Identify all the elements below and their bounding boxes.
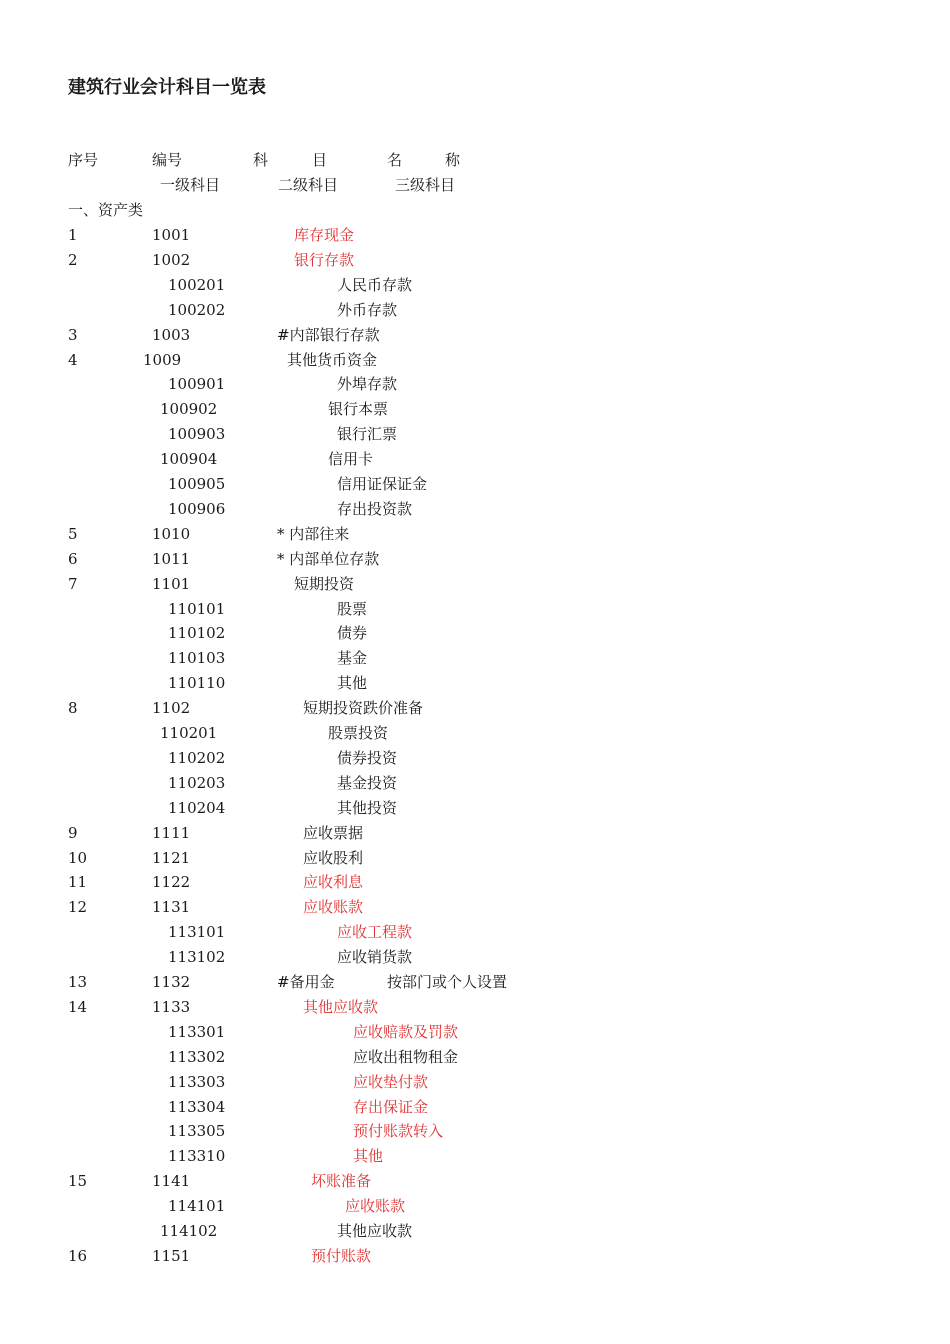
row-code: 1111 <box>152 823 191 842</box>
row-code: 1122 <box>152 873 191 892</box>
row-account-name: 其他应收款 <box>303 997 379 1016</box>
row-account-name: 其他 <box>353 1147 384 1166</box>
row-code: 113310 <box>168 1147 226 1166</box>
row-code: 1151 <box>152 1246 191 1265</box>
row-account-name: 银行本票 <box>328 400 389 419</box>
row-code: 1002 <box>152 250 191 269</box>
row-code: 114102 <box>160 1222 218 1240</box>
row-account-name: 信用证保证金 <box>337 475 428 493</box>
row-account-name: 其他应收款 <box>337 1222 413 1240</box>
row-account-name: 应收账款 <box>345 1197 406 1216</box>
row-account-name: 应收出租物租金 <box>353 1047 459 1066</box>
row-account-name: 应收利息 <box>303 873 364 892</box>
row-account-name: 应收票据 <box>303 823 364 842</box>
row-account-name: #备用金 <box>277 973 335 991</box>
row-account-name: 其他货币资金 <box>287 350 378 369</box>
row-code: 113102 <box>168 948 226 967</box>
row-seq: 10 <box>68 848 88 867</box>
row-account-name: 存出投资款 <box>337 499 413 518</box>
row-code: 110110 <box>168 674 226 693</box>
row-seq: 4 <box>68 350 78 369</box>
row-account-name: #内部银行存款 <box>277 325 380 344</box>
row-seq: 14 <box>68 997 88 1016</box>
row-account-name: 预付账款 <box>311 1246 372 1265</box>
row-account-name: 外币存款 <box>337 300 398 319</box>
row-account-name: 银行存款 <box>294 250 355 269</box>
row-account-name: 其他投资 <box>337 798 398 817</box>
row-code: 110204 <box>168 798 226 817</box>
row-account-name: 股票 <box>337 599 368 618</box>
row-account-name: 外埠存款 <box>337 375 398 394</box>
row-code: 113305 <box>168 1122 226 1141</box>
row-seq: 7 <box>68 574 78 593</box>
header-level-1: 一级科目 <box>160 176 221 194</box>
row-code: 113303 <box>168 1072 226 1091</box>
row-code: 1141 <box>152 1172 191 1191</box>
row-account-name: * 内部往来 <box>277 524 350 543</box>
row-account-name: 坏账准备 <box>311 1172 372 1191</box>
row-seq: 6 <box>68 549 78 568</box>
row-account-name: 短期投资 <box>294 574 355 593</box>
row-code: 1133 <box>152 997 191 1016</box>
header-level-2: 二级科目 <box>278 176 339 194</box>
row-seq: 3 <box>68 325 78 344</box>
row-code: 1131 <box>152 898 191 917</box>
row-account-name: 存出保证金 <box>353 1097 429 1116</box>
row-code: 114101 <box>168 1197 226 1216</box>
row-seq: 15 <box>68 1172 88 1191</box>
row-code: 1010 <box>152 524 191 543</box>
row-seq: 2 <box>68 250 78 269</box>
row-account-name: 基金投资 <box>337 773 398 792</box>
header-seq: 序号 <box>68 151 99 169</box>
row-code: 100904 <box>160 450 218 469</box>
row-code: 113101 <box>168 923 226 942</box>
row-account-name: 债券投资 <box>337 748 398 767</box>
row-code: 1009 <box>143 350 182 369</box>
row-code: 100903 <box>168 425 226 444</box>
row-code: 113301 <box>168 1022 226 1041</box>
row-code: 1121 <box>152 848 191 867</box>
row-account-name: 应收账款 <box>303 898 364 917</box>
row-account-name: 应收垫付款 <box>353 1072 429 1091</box>
row-code: 110103 <box>168 649 226 668</box>
row-account-name: 信用卡 <box>328 450 374 469</box>
row-code: 113302 <box>168 1047 226 1066</box>
row-code: 100202 <box>168 300 226 319</box>
row-code: 100901 <box>168 375 226 394</box>
row-account-name: 短期投资跌价准备 <box>303 699 424 718</box>
row-code: 1001 <box>152 226 191 244</box>
row-code: 1101 <box>152 574 191 593</box>
row-code: 1132 <box>152 973 191 991</box>
row-seq: 12 <box>68 898 88 917</box>
row-account-name: 预付账款转入 <box>353 1122 444 1141</box>
row-account-name: 应收赔款及罚款 <box>353 1022 459 1041</box>
row-account-name: * 内部单位存款 <box>277 549 380 568</box>
header-level-3: 三级科目 <box>395 176 456 194</box>
header-name-char: 名 <box>387 151 403 169</box>
row-code: 113304 <box>168 1097 226 1116</box>
row-code: 100902 <box>160 400 218 419</box>
header-name-char: 称 <box>445 151 461 169</box>
row-code: 100201 <box>168 275 226 294</box>
row-account-name: 库存现金 <box>294 226 355 244</box>
row-account-name: 应收股利 <box>303 848 364 867</box>
row-seq: 5 <box>68 524 78 543</box>
row-code: 110101 <box>168 599 226 618</box>
row-account-name: 基金 <box>337 649 368 668</box>
row-code: 1003 <box>152 325 191 344</box>
document-title: 建筑行业会计科目一览表 <box>68 77 266 98</box>
row-seq: 11 <box>68 873 88 892</box>
row-account-name: 股票投资 <box>328 724 389 742</box>
row-account-name: 应收工程款 <box>337 923 413 942</box>
row-code: 100905 <box>168 475 226 493</box>
section-heading: 一、资产类 <box>68 201 144 219</box>
row-seq: 9 <box>68 823 78 842</box>
row-seq: 13 <box>68 973 88 991</box>
header-code: 编号 <box>152 151 183 169</box>
row-code: 110201 <box>160 724 218 742</box>
row-seq: 8 <box>68 699 78 718</box>
row-seq: 16 <box>68 1246 88 1265</box>
row-account-name: 人民币存款 <box>337 275 413 294</box>
row-code: 110203 <box>168 773 226 792</box>
row-account-name: 其他 <box>337 674 368 693</box>
row-account-name: 应收销货款 <box>337 948 413 967</box>
row-account-name: 债券 <box>337 624 368 643</box>
row-account-name: 银行汇票 <box>337 425 398 444</box>
row-code: 110102 <box>168 624 226 643</box>
row-note: 按部门或个人设置 <box>387 973 508 991</box>
header-name-char: 科 <box>253 151 269 169</box>
row-code: 1011 <box>152 549 191 568</box>
row-seq: 1 <box>68 226 78 244</box>
header-name-char: 目 <box>312 151 328 169</box>
row-code: 100906 <box>168 499 226 518</box>
row-code: 1102 <box>152 699 191 718</box>
row-code: 110202 <box>168 748 226 767</box>
